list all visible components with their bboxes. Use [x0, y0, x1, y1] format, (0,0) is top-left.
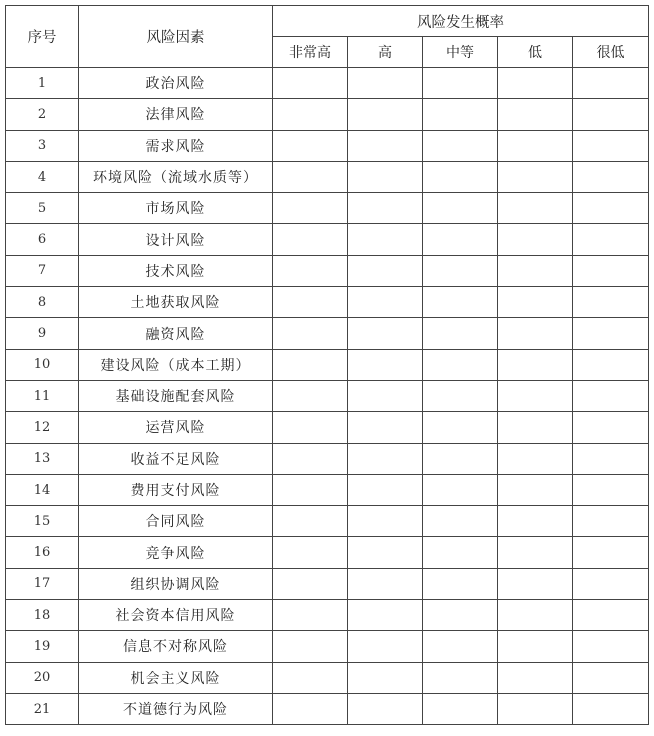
table-row: [6, 380, 649, 411]
row-index: 3: [6, 130, 79, 161]
cell-very-high[interactable]: [273, 349, 348, 380]
row-index: 14: [6, 474, 79, 505]
cell-very-high[interactable]: [273, 662, 348, 693]
cell-medium[interactable]: [423, 287, 498, 318]
cell-high[interactable]: [348, 318, 423, 349]
row-risk-factor: 需求风险: [79, 130, 273, 161]
row-risk-factor: 社会资本信用风险: [79, 600, 273, 631]
cell-high[interactable]: [348, 255, 423, 286]
cell-very-high[interactable]: [273, 380, 348, 411]
cell-medium[interactable]: [423, 349, 498, 380]
cell-very-high[interactable]: [273, 68, 348, 99]
cell-very-high[interactable]: [273, 693, 348, 724]
cell-very-high[interactable]: [273, 412, 348, 443]
row-risk-factor: 基础设施配套风险: [79, 380, 273, 411]
cell-low[interactable]: [498, 568, 573, 599]
cell-medium[interactable]: [423, 631, 498, 662]
cell-very-high[interactable]: [273, 318, 348, 349]
cell-medium[interactable]: [423, 600, 498, 631]
cell-low[interactable]: [498, 68, 573, 99]
table-row: [6, 412, 649, 443]
row-index: 12: [6, 412, 79, 443]
cell-low[interactable]: [498, 193, 573, 224]
table-row: [6, 693, 649, 724]
table-row: [6, 99, 649, 130]
row-risk-factor: 组织协调风险: [79, 568, 273, 599]
cell-very-low[interactable]: [573, 255, 649, 286]
table-row: [6, 349, 649, 380]
cell-low[interactable]: [498, 412, 573, 443]
row-index: 2: [6, 99, 79, 130]
row-risk-factor: 不道德行为风险: [79, 693, 273, 724]
cell-low[interactable]: [498, 662, 573, 693]
cell-high[interactable]: [348, 193, 423, 224]
cell-low[interactable]: [498, 130, 573, 161]
cell-very-low[interactable]: [573, 412, 649, 443]
cell-high[interactable]: [348, 693, 423, 724]
header-index: 序号: [6, 6, 79, 68]
cell-very-low[interactable]: [573, 130, 649, 161]
table-row: [6, 193, 649, 224]
row-index: 16: [6, 537, 79, 568]
cell-very-low[interactable]: [573, 474, 649, 505]
header-level-high: 高: [348, 37, 423, 68]
cell-medium[interactable]: [423, 568, 498, 599]
row-risk-factor: 运营风险: [79, 412, 273, 443]
table-row: [6, 537, 649, 568]
row-risk-factor: 合同风险: [79, 506, 273, 537]
table-row: [6, 287, 649, 318]
cell-low[interactable]: [498, 506, 573, 537]
cell-very-high[interactable]: [273, 99, 348, 130]
cell-very-low[interactable]: [573, 99, 649, 130]
cell-medium[interactable]: [423, 99, 498, 130]
header-risk-factor: 风险因素: [79, 6, 273, 68]
row-risk-factor: 费用支付风险: [79, 474, 273, 505]
cell-low[interactable]: [498, 443, 573, 474]
row-index: 20: [6, 662, 79, 693]
table-row: [6, 255, 649, 286]
row-risk-factor: 信息不对称风险: [79, 631, 273, 662]
cell-medium[interactable]: [423, 537, 498, 568]
table-row: [6, 318, 649, 349]
cell-very-high[interactable]: [273, 287, 348, 318]
row-index: 19: [6, 631, 79, 662]
header-level-low: 低: [498, 37, 573, 68]
cell-medium[interactable]: [423, 412, 498, 443]
cell-medium[interactable]: [423, 380, 498, 411]
row-risk-factor: 融资风险: [79, 318, 273, 349]
cell-very-low[interactable]: [573, 443, 649, 474]
table-row: [6, 161, 649, 192]
row-index: 18: [6, 600, 79, 631]
table-body: [6, 68, 649, 725]
cell-very-low[interactable]: [573, 693, 649, 724]
row-risk-factor: 收益不足风险: [79, 443, 273, 474]
cell-very-high[interactable]: [273, 255, 348, 286]
cell-high[interactable]: [348, 443, 423, 474]
cell-high[interactable]: [348, 68, 423, 99]
cell-high[interactable]: [348, 224, 423, 255]
table-row: [6, 224, 649, 255]
cell-very-low[interactable]: [573, 68, 649, 99]
row-risk-factor: 政治风险: [79, 68, 273, 99]
row-index: 1: [6, 68, 79, 99]
cell-very-high[interactable]: [273, 193, 348, 224]
cell-medium[interactable]: [423, 68, 498, 99]
table-row: [6, 631, 649, 662]
cell-very-low[interactable]: [573, 318, 649, 349]
cell-very-high[interactable]: [273, 537, 348, 568]
header-level-very-low: 很低: [573, 37, 649, 68]
cell-very-low[interactable]: [573, 287, 649, 318]
cell-very-high[interactable]: [273, 631, 348, 662]
risk-probability-table: [5, 5, 649, 725]
cell-very-low[interactable]: [573, 537, 649, 568]
cell-very-low[interactable]: [573, 568, 649, 599]
cell-very-low[interactable]: [573, 631, 649, 662]
cell-medium[interactable]: [423, 474, 498, 505]
row-risk-factor: 法律风险: [79, 99, 273, 130]
cell-low[interactable]: [498, 600, 573, 631]
header-row-top: [6, 6, 649, 37]
cell-very-high[interactable]: [273, 600, 348, 631]
cell-low[interactable]: [498, 224, 573, 255]
cell-low[interactable]: [498, 161, 573, 192]
row-index: 7: [6, 255, 79, 286]
cell-very-low[interactable]: [573, 349, 649, 380]
table-row: [6, 68, 649, 99]
row-index: 15: [6, 506, 79, 537]
cell-medium[interactable]: [423, 193, 498, 224]
cell-very-low[interactable]: [573, 600, 649, 631]
cell-very-high[interactable]: [273, 506, 348, 537]
cell-medium[interactable]: [423, 224, 498, 255]
cell-medium[interactable]: [423, 161, 498, 192]
row-risk-factor: 机会主义风险: [79, 662, 273, 693]
cell-high[interactable]: [348, 380, 423, 411]
row-index: 8: [6, 287, 79, 318]
cell-very-high[interactable]: [273, 130, 348, 161]
cell-medium[interactable]: [423, 255, 498, 286]
cell-medium[interactable]: [423, 318, 498, 349]
cell-very-low[interactable]: [573, 224, 649, 255]
cell-low[interactable]: [498, 693, 573, 724]
header-probability: 风险发生概率: [273, 6, 649, 37]
cell-high[interactable]: [348, 662, 423, 693]
cell-very-high[interactable]: [273, 161, 348, 192]
header-level-very-high: 非常高: [273, 37, 348, 68]
cell-very-high[interactable]: [273, 443, 348, 474]
cell-low[interactable]: [498, 380, 573, 411]
cell-low[interactable]: [498, 99, 573, 130]
cell-very-low[interactable]: [573, 193, 649, 224]
cell-high[interactable]: [348, 99, 423, 130]
cell-high[interactable]: [348, 631, 423, 662]
row-index: 11: [6, 380, 79, 411]
table-row: [6, 662, 649, 693]
row-risk-factor: 设计风险: [79, 224, 273, 255]
row-index: 10: [6, 349, 79, 380]
row-risk-factor: 环境风险（流域水质等）: [79, 161, 273, 192]
row-index: 5: [6, 193, 79, 224]
cell-low[interactable]: [498, 255, 573, 286]
row-index: 4: [6, 161, 79, 192]
cell-very-high[interactable]: [273, 474, 348, 505]
cell-medium[interactable]: [423, 693, 498, 724]
cell-very-high[interactable]: [273, 224, 348, 255]
cell-very-low[interactable]: [573, 506, 649, 537]
cell-medium[interactable]: [423, 506, 498, 537]
cell-low[interactable]: [498, 349, 573, 380]
cell-low[interactable]: [498, 287, 573, 318]
header-level-medium: 中等: [423, 37, 498, 68]
cell-medium[interactable]: [423, 662, 498, 693]
cell-high[interactable]: [348, 568, 423, 599]
row-risk-factor: 土地获取风险: [79, 287, 273, 318]
cell-low[interactable]: [498, 318, 573, 349]
table-row: [6, 568, 649, 599]
cell-high[interactable]: [348, 600, 423, 631]
cell-very-low[interactable]: [573, 380, 649, 411]
table-row: [6, 506, 649, 537]
row-risk-factor: 建设风险（成本工期）: [79, 349, 273, 380]
cell-high[interactable]: [348, 287, 423, 318]
row-risk-factor: 技术风险: [79, 255, 273, 286]
row-index: 17: [6, 568, 79, 599]
cell-medium[interactable]: [423, 443, 498, 474]
cell-high[interactable]: [348, 537, 423, 568]
row-index: 9: [6, 318, 79, 349]
row-index: 13: [6, 443, 79, 474]
cell-low[interactable]: [498, 631, 573, 662]
cell-very-low[interactable]: [573, 161, 649, 192]
table-row: [6, 443, 649, 474]
cell-high[interactable]: [348, 506, 423, 537]
cell-very-high[interactable]: [273, 568, 348, 599]
cell-low[interactable]: [498, 474, 573, 505]
table-row: [6, 600, 649, 631]
cell-low[interactable]: [498, 537, 573, 568]
row-index: 21: [6, 693, 79, 724]
cell-medium[interactable]: [423, 130, 498, 161]
row-risk-factor: 竞争风险: [79, 537, 273, 568]
cell-high[interactable]: [348, 412, 423, 443]
table-row: [6, 130, 649, 161]
cell-high[interactable]: [348, 349, 423, 380]
row-risk-factor: 市场风险: [79, 193, 273, 224]
cell-high[interactable]: [348, 474, 423, 505]
cell-high[interactable]: [348, 161, 423, 192]
cell-high[interactable]: [348, 130, 423, 161]
table-row: [6, 474, 649, 505]
row-index: 6: [6, 224, 79, 255]
cell-very-low[interactable]: [573, 662, 649, 693]
